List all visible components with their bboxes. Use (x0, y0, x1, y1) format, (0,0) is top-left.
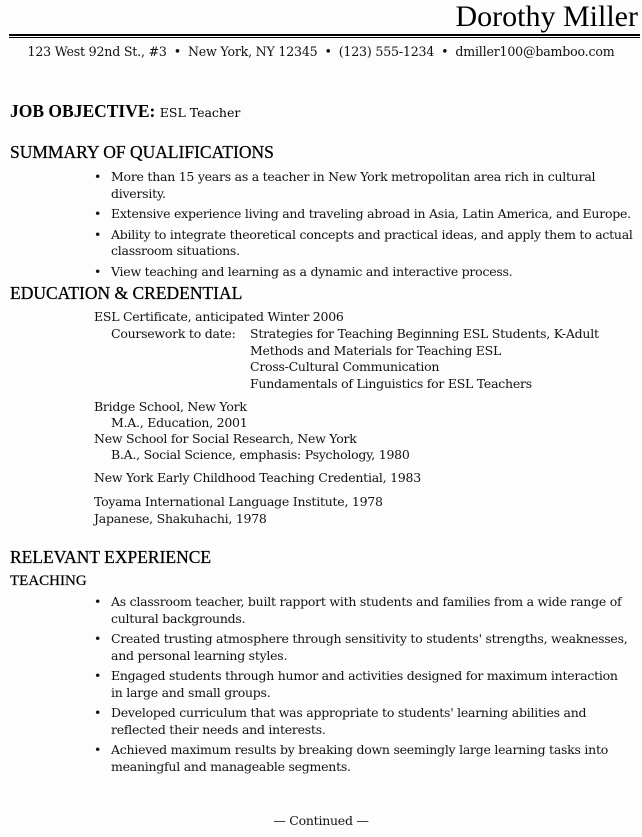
summary-item: • Ability to integrate theoretical concepts and practical ideas, and apply them to actual classroom situations. (94, 226, 633, 258)
summary-item: • Extensive experience living and traveling abroad in Asia, Latin America, and Europe. (94, 206, 631, 221)
continued-note: — Continued — (273, 813, 369, 828)
course-item: Strategies for Teaching Beginning ESL Students, K-Adult (250, 326, 599, 341)
bullet-icon: • (94, 594, 102, 609)
bullet-icon: • (94, 263, 102, 279)
bullet-icon: • (94, 705, 102, 720)
job-objective (10, 101, 240, 123)
summary-item: • More than 15 years as a teacher in New York metropolitan area rich in cultural diversity. (94, 169, 596, 201)
experience-heading: RELEVANT EXPERIENCE (10, 547, 212, 567)
contact-city: New York, NY 12345 (187, 44, 318, 59)
summary-heading: SUMMARY OF QUALIFICATIONS (10, 142, 274, 162)
coursework-label: Coursework to date: (111, 326, 236, 341)
course-item: Methods and Materials for Teaching ESL (250, 343, 502, 358)
objective-label: JOB OBJECTIVE: (10, 101, 156, 121)
school-name: Bridge School, New York (94, 399, 247, 414)
contact-line (0, 44, 642, 60)
education-heading: EDUCATION & CREDENTIAL (10, 283, 243, 303)
certificate: ESL Certificate, anticipated Winter 2006 (94, 309, 344, 324)
teaching-subheading: TEACHING (10, 573, 87, 589)
school-name: New School for Social Research, New York (94, 431, 357, 446)
candidate-name: Dorothy Miller (455, 0, 638, 33)
bullet-icon: • (94, 169, 102, 184)
experience-item: • As classroom teacher, built rapport with students and families from a wide range of cultural backgrounds. (94, 594, 622, 626)
bullet-icon: • (94, 631, 102, 646)
header-double-rule (9, 34, 640, 38)
school-degree: M.A., Education, 2001 (111, 415, 248, 430)
contact-phone: (123) 555-1234 (338, 44, 435, 59)
bullet-icon: • (94, 206, 102, 221)
experience-item: • Created trusting atmosphere through sensitivity to students' strengths, weaknesses, and personal learning styles. (94, 631, 628, 663)
summary-item: • View teaching and learning as a dynamic and interactive process. (94, 263, 513, 279)
bullet-icon: • (94, 742, 102, 757)
institute-name: Toyama International Language Institute, 1978 (94, 494, 383, 509)
teaching-credential: New York Early Childhood Teaching Credential, 1983 (94, 470, 421, 485)
experience-item: • Achieved maximum results by breaking down seemingly large learning tasks into meaningful and manageable segments. (94, 742, 608, 774)
separator-bullet: • (324, 44, 332, 59)
bullet-icon: • (94, 668, 102, 683)
institute-detail: Japanese, Shakuhachi, 1978 (94, 511, 267, 526)
separator-bullet: • (441, 44, 449, 59)
experience-item: • Developed curriculum that was appropriate to students' learning abilities and reflected their needs and interests. (94, 705, 587, 737)
course-item: Fundamentals of Linguistics for ESL Teachers (250, 376, 532, 391)
objective-value: ESL Teacher (159, 105, 241, 120)
contact-address: 123 West 92nd St., #3 (27, 44, 167, 59)
experience-item: • Engaged students through humor and activities designed for maximum interaction in large and small groups. (94, 668, 618, 700)
summary-list (93, 169, 638, 284)
school-degree: B.A., Social Science, emphasis: Psychology, 1980 (111, 447, 410, 462)
bullet-icon: • (94, 226, 102, 242)
contact-email[interactable]: dmiller100@bamboo.com (455, 44, 615, 59)
experience-list (93, 594, 628, 779)
course-item: Cross-Cultural Communication (250, 359, 440, 374)
separator-bullet: • (173, 44, 181, 59)
